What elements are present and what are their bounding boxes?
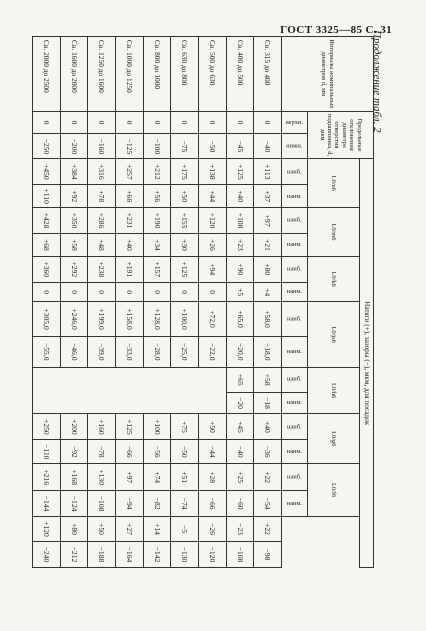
interval-cell: Св. 630 до 800 [171, 37, 199, 112]
value-cell: 0 [199, 282, 227, 302]
table-row [254, 37, 282, 568]
fit-header: L0/m6 [308, 208, 360, 257]
empty-merged-cell [33, 367, 227, 414]
value-cell: −110 [33, 440, 61, 464]
value-cell: +23 [226, 234, 254, 257]
value-cell: −18,0 [254, 336, 282, 367]
value-cell: −82 [143, 491, 171, 517]
value-cell: +125 [116, 414, 144, 440]
value-cell: +125 [171, 256, 199, 282]
value-cell: +40 [254, 414, 282, 440]
subheader-label: наим. [286, 192, 303, 200]
value-cell: −125 [116, 134, 144, 159]
value-cell: +108 [226, 208, 254, 234]
value-cell: +199,0 [88, 302, 116, 336]
value-cell: −94 [116, 491, 144, 517]
value-cell: −120 [199, 541, 227, 567]
value-cell: +257 [116, 159, 144, 185]
table-row [33, 37, 61, 568]
fit-header: L0/k6 [308, 256, 360, 302]
value-cell: +97 [254, 208, 282, 234]
value-cell: −50 [171, 440, 199, 464]
value-cell: +25 [226, 464, 254, 491]
value-cell: +4 [254, 282, 282, 302]
value-cell: −60 [226, 491, 254, 517]
value-cell: +68 [33, 234, 61, 257]
table-container [32, 36, 374, 568]
subheader-label: наиб. [287, 216, 302, 224]
value-cell: −18 [254, 392, 282, 414]
continuation-label: Продолжение табл. 2 [371, 30, 383, 133]
value-cell: −39,0 [88, 336, 116, 367]
subheader-cell [282, 134, 308, 159]
subheader-label: наим. [286, 288, 303, 296]
value-cell: +50 [171, 185, 199, 208]
value-cell: +110 [33, 185, 61, 208]
value-cell: +216 [33, 464, 61, 491]
value-cell: +65,0 [226, 302, 254, 336]
value-cell: +66 [116, 185, 144, 208]
value-cell: 0 [171, 282, 199, 302]
subheader-label: наиб. [287, 376, 302, 384]
subheader-cell [282, 208, 308, 234]
interval-cell: Св. 315 до 400 [254, 37, 282, 112]
value-cell: 0 [143, 282, 171, 302]
subheader-cell [282, 159, 308, 185]
value-cell: −92 [60, 440, 88, 464]
value-cell: −75 [171, 134, 199, 159]
value-cell: +138 [199, 159, 227, 185]
subheader-cell [282, 302, 308, 336]
value-cell: −28,0 [143, 336, 171, 367]
value-cell: −250 [33, 134, 61, 159]
value-cell: −50 [199, 134, 227, 159]
value-cell: +428 [33, 208, 61, 234]
value-cell: −144 [33, 491, 61, 517]
fit-header: L0/f6 [308, 464, 360, 517]
value-cell: +155 [171, 208, 199, 234]
interval-header: Интервалы номинальных диаметров d, мм [282, 37, 374, 112]
value-cell: −25,0 [171, 336, 199, 367]
value-cell: +37 [254, 185, 282, 208]
value-cell: 0 [199, 111, 227, 134]
value-cell: −33,0 [116, 336, 144, 367]
value-cell: +120 [199, 208, 227, 234]
subheader-label: наим. [286, 499, 303, 507]
value-cell: +97 [116, 464, 144, 491]
value-cell: −40 [254, 134, 282, 159]
value-cell: +130 [88, 464, 116, 491]
subheader-cell [282, 367, 308, 392]
value-cell: +160 [88, 414, 116, 440]
value-cell: +58 [254, 367, 282, 392]
value-cell: −20 [226, 392, 254, 414]
value-cell: +34 [143, 234, 171, 257]
table-row [171, 37, 199, 568]
tolerance-header: Предельные отклонения диаметра отверстия подшипника, d, мкм [308, 111, 374, 159]
value-cell: +74 [143, 464, 171, 491]
value-cell: +157 [143, 256, 171, 282]
value-cell: −40 [226, 440, 254, 464]
value-cell: +158,0 [116, 302, 144, 336]
page-header: ГОСТ 3325—85 С. 31 [280, 24, 392, 36]
value-cell: +80 [60, 517, 88, 542]
interval-cell: Св. 400 до 500 [226, 37, 254, 112]
value-cell: +384 [60, 159, 88, 185]
value-cell: +14 [143, 517, 171, 542]
subheader-cell [282, 491, 308, 517]
value-cell: +231 [116, 208, 144, 234]
subheader-cell [282, 392, 308, 414]
value-cell: 0 [143, 111, 171, 134]
value-cell: −188 [88, 541, 116, 567]
value-cell: 0 [254, 111, 282, 134]
value-cell: +305,0 [33, 302, 61, 336]
value-cell: +27 [116, 517, 144, 542]
value-cell: −124 [60, 491, 88, 517]
value-cell: +45 [226, 414, 254, 440]
interval-cell: Св. 1600 до 2000 [60, 37, 88, 112]
value-cell: −200 [60, 134, 88, 159]
subheader-label: наим. [286, 241, 303, 249]
subheader-cell [282, 234, 308, 257]
value-cell: +58 [60, 234, 88, 257]
value-cell: −160 [88, 134, 116, 159]
value-cell: +48 [88, 234, 116, 257]
value-cell: −74 [171, 491, 199, 517]
subheader-cell [282, 185, 308, 208]
value-cell: −108 [88, 491, 116, 517]
value-cell: +175 [171, 159, 199, 185]
value-cell: 0 [88, 111, 116, 134]
interval-cell: Св. 500 до 630 [199, 37, 227, 112]
value-cell: +190 [143, 208, 171, 234]
value-cell: −20,0 [226, 336, 254, 367]
value-cell: +51 [171, 464, 199, 491]
fits-table [32, 36, 374, 568]
value-cell: −98 [254, 541, 282, 567]
value-cell: +44 [199, 185, 227, 208]
subheader-label: нижн. [286, 142, 303, 150]
subheader-cell [282, 464, 308, 491]
interval-cell: Св. 800 до 1000 [143, 37, 171, 112]
value-cell: −22,0 [199, 336, 227, 367]
value-cell: −66 [199, 491, 227, 517]
value-cell: +125 [226, 159, 254, 185]
subheader-cell [282, 440, 308, 464]
value-cell: +78 [88, 185, 116, 208]
value-cell: 0 [226, 111, 254, 134]
value-cell: −240 [33, 541, 61, 567]
subheader-label: наим. [286, 448, 303, 456]
value-cell: +292 [60, 256, 88, 282]
value-cell: 0 [33, 282, 61, 302]
value-cell: −164 [116, 541, 144, 567]
value-cell: −78 [88, 440, 116, 464]
value-cell: −66 [116, 440, 144, 464]
value-cell: +72,0 [199, 302, 227, 336]
value-cell: −108 [226, 541, 254, 567]
value-cell: +316 [88, 159, 116, 185]
subheader-label: наим. [286, 399, 303, 407]
value-cell: −54 [254, 491, 282, 517]
subheader-cell [282, 256, 308, 282]
value-cell: −23 [226, 517, 254, 542]
value-cell: +113 [254, 159, 282, 185]
value-cell: +21 [254, 234, 282, 257]
interval-cell: Св. 2000 до 2500 [33, 37, 61, 112]
value-cell: +56 [143, 185, 171, 208]
value-cell: +450 [33, 159, 61, 185]
value-cell: +286 [88, 208, 116, 234]
value-cell: 0 [33, 111, 61, 134]
value-cell: +40 [116, 234, 144, 257]
value-cell: −36 [254, 440, 282, 464]
value-cell: +128,0 [143, 302, 171, 336]
value-cell: +360 [33, 256, 61, 282]
value-cell: +22 [254, 517, 282, 542]
value-cell: +58,0 [254, 302, 282, 336]
subheader-label: наиб. [287, 423, 302, 431]
value-cell: +40 [226, 185, 254, 208]
value-cell: +90 [226, 256, 254, 282]
value-cell: +75 [171, 414, 199, 440]
value-cell: +191 [116, 256, 144, 282]
fit-header: L0/h6 [308, 367, 360, 414]
value-cell: +26 [199, 234, 227, 257]
subheader-cell [282, 336, 308, 367]
fits-group-header: Натяги (+), зазоры (−), мкм, для посадок [360, 159, 374, 568]
value-cell: −46,0 [60, 336, 88, 367]
value-cell: +50 [88, 517, 116, 542]
value-cell: +246,0 [60, 302, 88, 336]
value-cell: −5 [171, 517, 199, 542]
value-cell: +350 [60, 208, 88, 234]
value-cell: +100,0 [171, 302, 199, 336]
value-cell: 0 [116, 282, 144, 302]
value-cell: +80 [254, 256, 282, 282]
value-cell: −45 [226, 134, 254, 159]
value-cell: +200 [60, 414, 88, 440]
value-cell: −55,0 [33, 336, 61, 367]
value-cell: 0 [88, 282, 116, 302]
value-cell: +100 [143, 414, 171, 440]
table-row [116, 37, 144, 568]
subheader-label: наим. [286, 348, 303, 356]
subheader-label: наиб. [287, 473, 302, 481]
value-cell: +94 [199, 256, 227, 282]
interval-cell: Св. 1000 до 1250 [116, 37, 144, 112]
value-cell: +5 [226, 282, 254, 302]
value-cell: 0 [171, 111, 199, 134]
table-row [226, 37, 254, 568]
value-cell: −26 [199, 517, 227, 542]
value-cell: −56 [143, 440, 171, 464]
value-cell: 0 [60, 111, 88, 134]
table-row [88, 37, 116, 568]
value-cell: −130 [171, 541, 199, 567]
subheader-label: наиб. [287, 265, 302, 273]
interval-cell: Св. 1250 до 1600 [88, 37, 116, 112]
value-cell: −100 [143, 134, 171, 159]
value-cell: 0 [116, 111, 144, 134]
value-cell: −142 [143, 541, 171, 567]
value-cell: +212 [143, 159, 171, 185]
fit-header: L0/g6 [308, 414, 360, 464]
value-cell: +238 [88, 256, 116, 282]
fit-header: L0/n6 [308, 159, 360, 208]
subheader-cell [282, 111, 308, 134]
subheader-label: наиб. [287, 315, 302, 323]
value-cell: +28 [199, 464, 227, 491]
value-cell: +22 [254, 464, 282, 491]
value-cell: −44 [199, 440, 227, 464]
value-cell: +168 [60, 464, 88, 491]
value-cell: +50 [199, 414, 227, 440]
subheader-cell [282, 282, 308, 302]
subheader-label: верхн. [285, 118, 304, 126]
value-cell: +30 [171, 234, 199, 257]
value-cell: 0 [60, 282, 88, 302]
subheader-cell [282, 414, 308, 440]
table-row [143, 37, 171, 568]
value-cell: +65 [226, 367, 254, 392]
value-cell: +92 [60, 185, 88, 208]
table-row [60, 37, 88, 568]
value-cell: −212 [60, 541, 88, 567]
value-cell: +250 [33, 414, 61, 440]
fit-header: L0/js6 [308, 302, 360, 367]
value-cell: +120 [33, 517, 61, 542]
subheader-label: наиб. [287, 168, 302, 176]
table-row [199, 37, 227, 568]
